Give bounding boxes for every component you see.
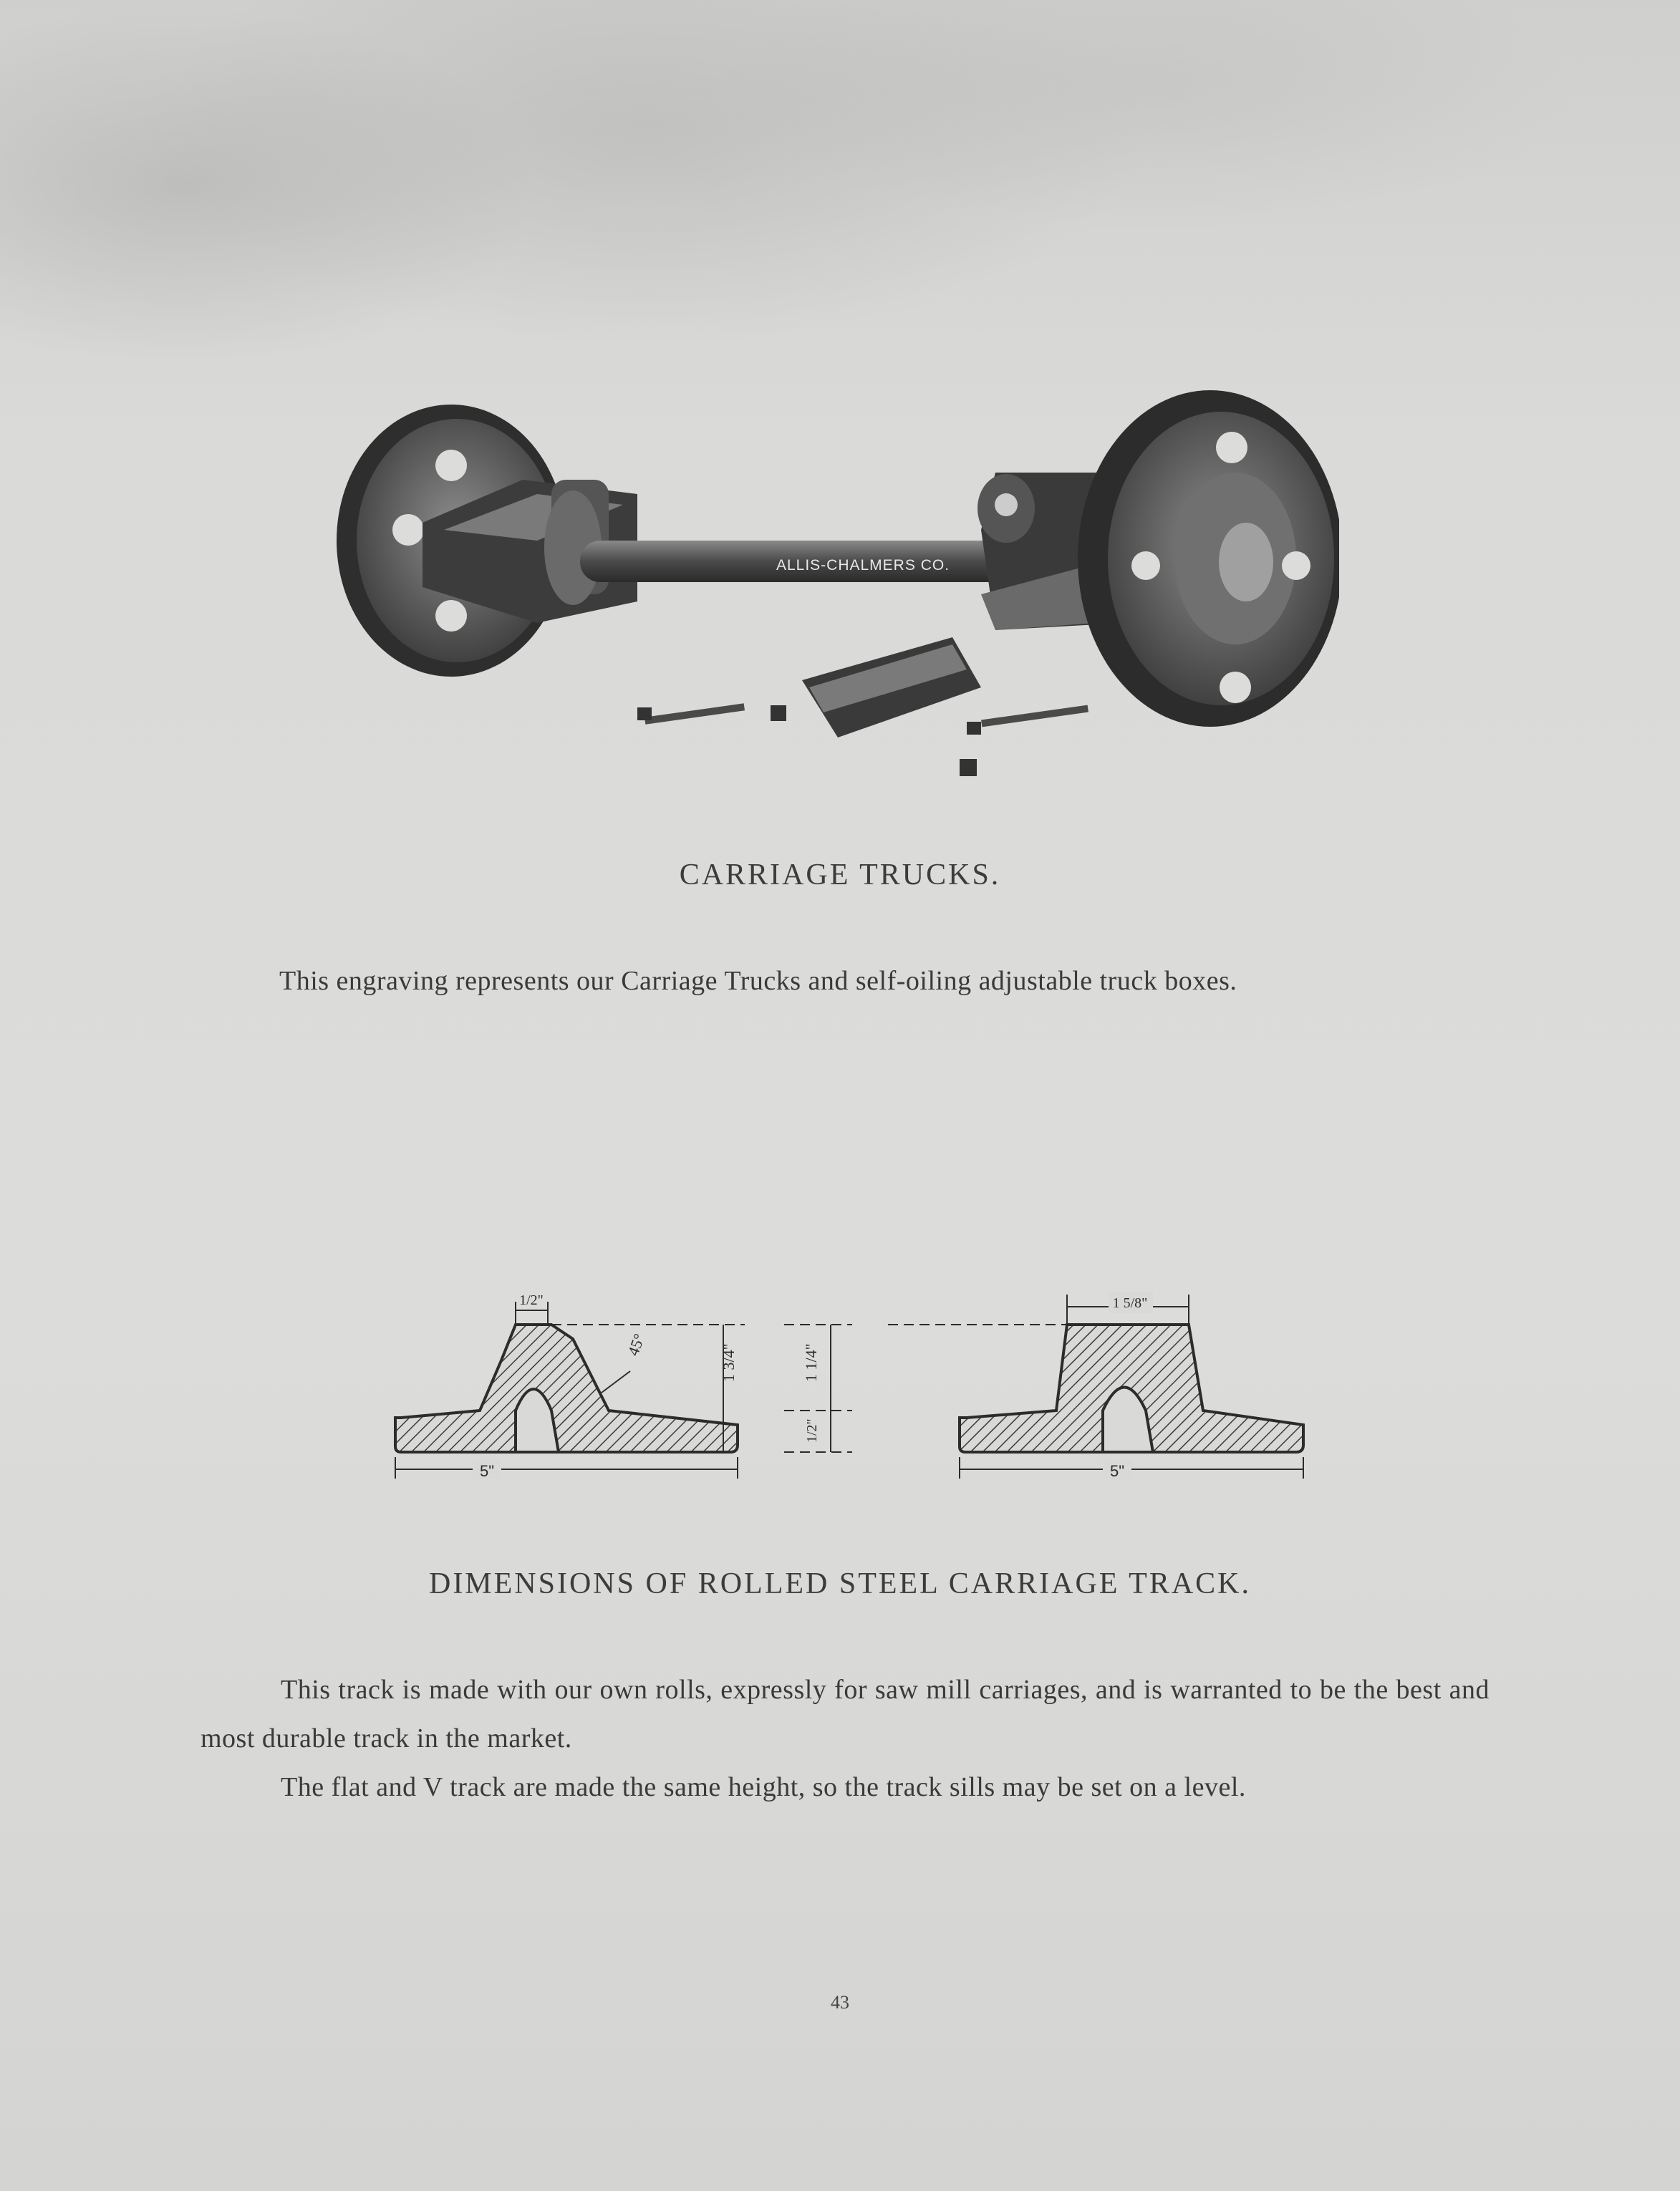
loose-parts — [637, 637, 1088, 776]
carriage-trucks-illustration — [337, 387, 1339, 802]
axle-label: ALLIS-CHALMERS CO. — [776, 557, 950, 574]
middle-dimensions — [784, 1325, 852, 1452]
flat-track-profile — [888, 1292, 1303, 1480]
flat-track-height: 1 1/4" — [802, 1343, 820, 1382]
v-track-angle: 45° — [624, 1331, 649, 1358]
carriage-trucks-caption: CARRIAGE TRUCKS. — [679, 858, 1001, 891]
page-number: 43 — [831, 1992, 849, 2013]
track-description-2: The flat and V track are made the same height, so the track sills may be set on a level. — [281, 1772, 1246, 1802]
carriage-trucks-description: This engraving represents our Carriage Trucks and self-oiling adjustable truck boxes. — [279, 966, 1237, 996]
track-dimensions-caption: DIMENSIONS OF ROLLED STEEL CARRIAGE TRACK. — [428, 1567, 1252, 1600]
v-track-height: 1 3/4" — [720, 1343, 738, 1382]
v-track-top-width: 1/2" — [519, 1292, 544, 1308]
right-wheel — [1078, 390, 1339, 727]
flat-track-top-width: 1 5/8" — [1112, 1295, 1148, 1311]
flat-track-base-width: 5" — [1109, 1462, 1125, 1480]
track-dimensions-diagram — [387, 1282, 1318, 1489]
v-track-profile — [395, 1292, 745, 1480]
v-track-base-width: 5" — [479, 1462, 495, 1480]
flat-track-flange: 1/2" — [804, 1418, 820, 1443]
track-description-1: This track is made with our own rolls, expressly for saw mill carriages, and is warranted to be the best and most durable track in the market. — [201, 1675, 1490, 1754]
